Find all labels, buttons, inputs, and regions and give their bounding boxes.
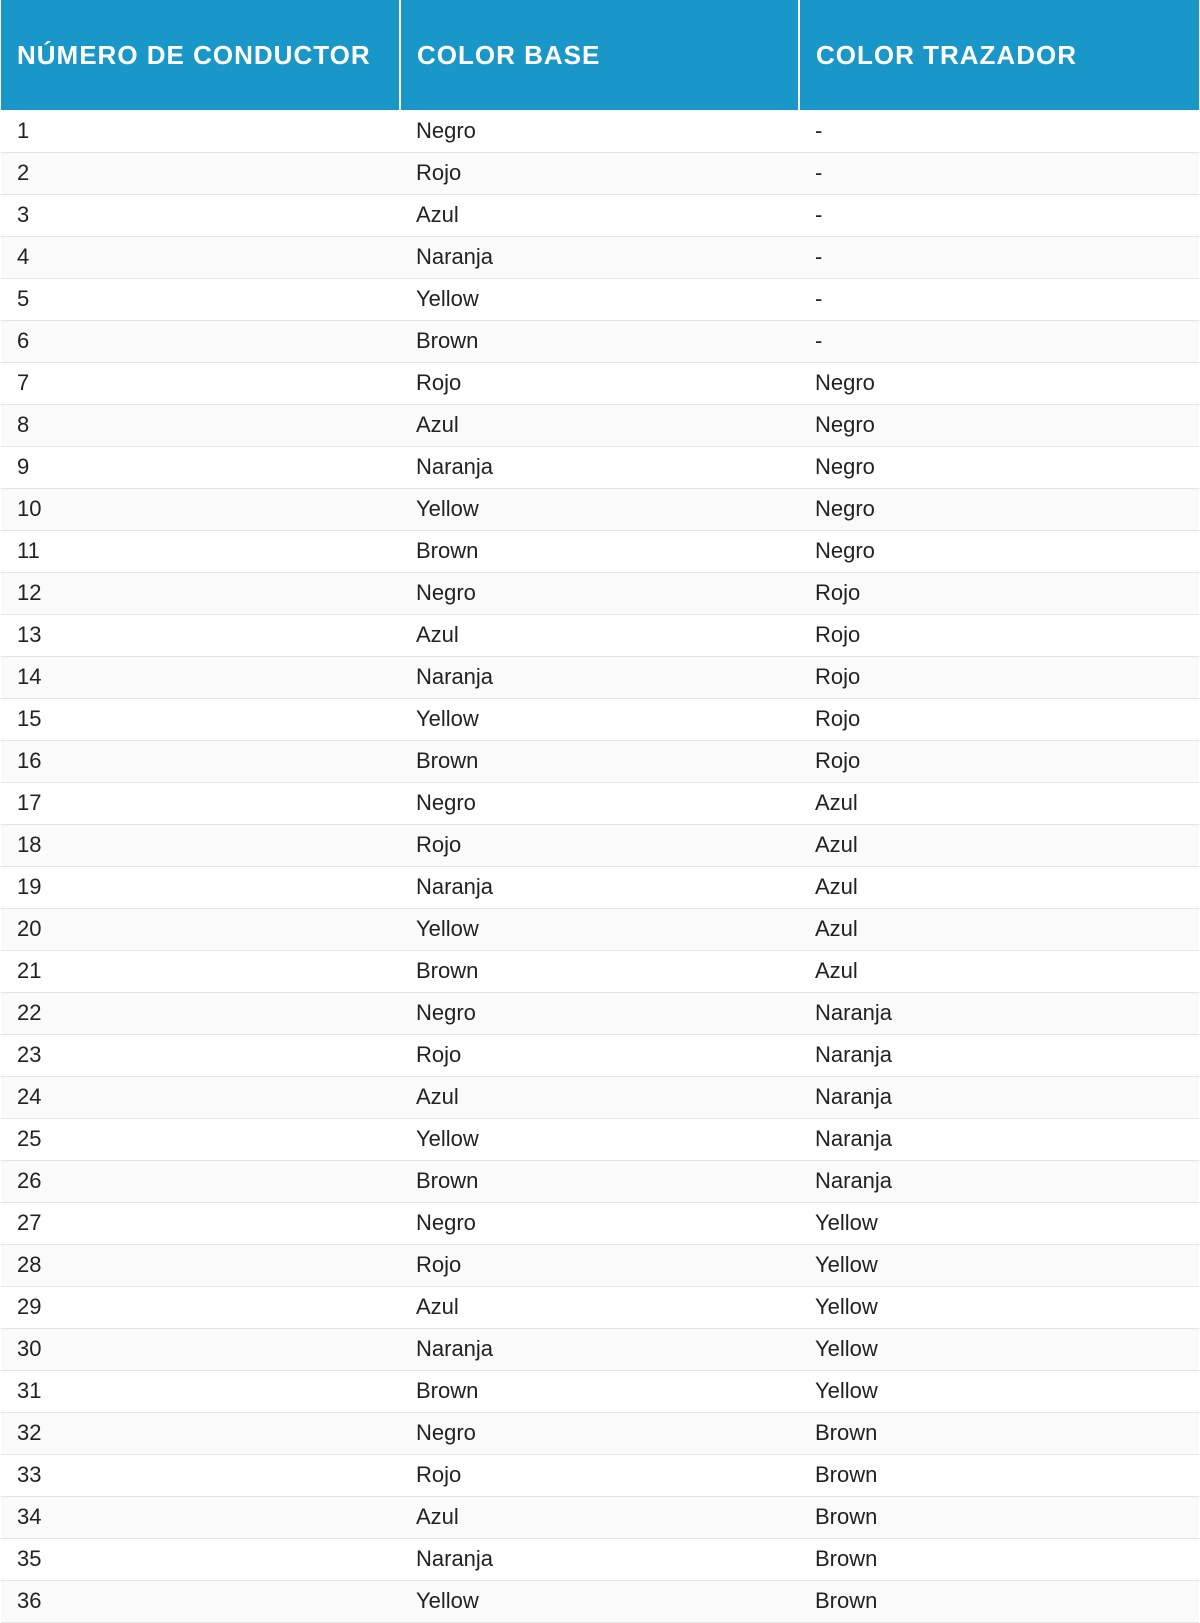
table-header bbox=[1, 0, 1199, 110]
cell-conductor-number: 25 bbox=[1, 1118, 400, 1160]
table-row bbox=[1, 782, 1199, 824]
cell-tracer-color: - bbox=[799, 152, 1199, 194]
table-row bbox=[1, 824, 1199, 866]
cell-conductor-number: 35 bbox=[1, 1538, 400, 1580]
cell-tracer-color: Naranja bbox=[799, 992, 1199, 1034]
table-body bbox=[1, 110, 1199, 1622]
cell-base-color: Rojo bbox=[400, 1034, 799, 1076]
cell-conductor-number: 28 bbox=[1, 1244, 400, 1286]
cell-base-color: Rojo bbox=[400, 1244, 799, 1286]
cell-conductor-number: 7 bbox=[1, 362, 400, 404]
table-row bbox=[1, 1496, 1199, 1538]
cell-tracer-color: Azul bbox=[799, 950, 1199, 992]
cell-tracer-color: Brown bbox=[799, 1538, 1199, 1580]
cell-base-color: Yellow bbox=[400, 1580, 799, 1622]
cell-base-color: Naranja bbox=[400, 656, 799, 698]
table-row bbox=[1, 1412, 1199, 1454]
table-row bbox=[1, 1202, 1199, 1244]
cell-tracer-color: Negro bbox=[799, 446, 1199, 488]
cell-tracer-color: Azul bbox=[799, 908, 1199, 950]
cell-conductor-number: 26 bbox=[1, 1160, 400, 1202]
cell-base-color: Rojo bbox=[400, 362, 799, 404]
cell-conductor-number: 16 bbox=[1, 740, 400, 782]
cell-conductor-number: 32 bbox=[1, 1412, 400, 1454]
cell-base-color: Brown bbox=[400, 530, 799, 572]
cell-conductor-number: 8 bbox=[1, 404, 400, 446]
table-row bbox=[1, 362, 1199, 404]
cell-base-color: Yellow bbox=[400, 278, 799, 320]
cell-conductor-number: 22 bbox=[1, 992, 400, 1034]
cell-conductor-number: 14 bbox=[1, 656, 400, 698]
table-row bbox=[1, 530, 1199, 572]
table-row bbox=[1, 572, 1199, 614]
cell-base-color: Azul bbox=[400, 1286, 799, 1328]
cell-conductor-number: 1 bbox=[1, 110, 400, 152]
cell-tracer-color: Rojo bbox=[799, 572, 1199, 614]
cell-base-color: Rojo bbox=[400, 1454, 799, 1496]
cell-conductor-number: 13 bbox=[1, 614, 400, 656]
table-row bbox=[1, 1286, 1199, 1328]
cell-conductor-number: 23 bbox=[1, 1034, 400, 1076]
cell-base-color: Brown bbox=[400, 950, 799, 992]
cell-tracer-color: Rojo bbox=[799, 614, 1199, 656]
table-row bbox=[1, 614, 1199, 656]
cell-tracer-color: Negro bbox=[799, 530, 1199, 572]
cell-tracer-color: Yellow bbox=[799, 1202, 1199, 1244]
cell-tracer-color: Brown bbox=[799, 1496, 1199, 1538]
cell-tracer-color: Yellow bbox=[799, 1328, 1199, 1370]
cell-tracer-color: Azul bbox=[799, 824, 1199, 866]
cell-base-color: Brown bbox=[400, 1160, 799, 1202]
column-header-conductor-number: NÚMERO DE CONDUCTOR bbox=[1, 0, 400, 110]
cell-base-color: Azul bbox=[400, 404, 799, 446]
header-row bbox=[1, 0, 1199, 110]
cell-tracer-color: Rojo bbox=[799, 656, 1199, 698]
cell-conductor-number: 3 bbox=[1, 194, 400, 236]
table-row bbox=[1, 1370, 1199, 1412]
cell-base-color: Rojo bbox=[400, 824, 799, 866]
table-row bbox=[1, 656, 1199, 698]
table-row bbox=[1, 488, 1199, 530]
cell-tracer-color: Negro bbox=[799, 404, 1199, 446]
cell-tracer-color: Yellow bbox=[799, 1244, 1199, 1286]
table-row bbox=[1, 740, 1199, 782]
column-header-base-color: COLOR BASE bbox=[400, 0, 799, 110]
cell-conductor-number: 36 bbox=[1, 1580, 400, 1622]
cell-tracer-color: Yellow bbox=[799, 1286, 1199, 1328]
table-row bbox=[1, 1580, 1199, 1622]
cell-tracer-color: Azul bbox=[799, 866, 1199, 908]
cell-tracer-color: Brown bbox=[799, 1412, 1199, 1454]
table-row bbox=[1, 908, 1199, 950]
cell-conductor-number: 11 bbox=[1, 530, 400, 572]
cell-base-color: Yellow bbox=[400, 488, 799, 530]
cell-conductor-number: 5 bbox=[1, 278, 400, 320]
cell-conductor-number: 2 bbox=[1, 152, 400, 194]
cell-conductor-number: 17 bbox=[1, 782, 400, 824]
cell-tracer-color: Negro bbox=[799, 488, 1199, 530]
cell-conductor-number: 15 bbox=[1, 698, 400, 740]
cell-conductor-number: 31 bbox=[1, 1370, 400, 1412]
cell-base-color: Rojo bbox=[400, 152, 799, 194]
cell-base-color: Naranja bbox=[400, 1538, 799, 1580]
cell-base-color: Naranja bbox=[400, 866, 799, 908]
cell-tracer-color: Rojo bbox=[799, 740, 1199, 782]
cell-conductor-number: 10 bbox=[1, 488, 400, 530]
cell-tracer-color: Yellow bbox=[799, 1370, 1199, 1412]
cell-tracer-color: - bbox=[799, 278, 1199, 320]
table-row bbox=[1, 1244, 1199, 1286]
table-row bbox=[1, 1454, 1199, 1496]
cell-tracer-color: Naranja bbox=[799, 1034, 1199, 1076]
cell-conductor-number: 18 bbox=[1, 824, 400, 866]
table-row bbox=[1, 404, 1199, 446]
table-row bbox=[1, 320, 1199, 362]
cell-base-color: Yellow bbox=[400, 698, 799, 740]
table-row bbox=[1, 236, 1199, 278]
table-row bbox=[1, 110, 1199, 152]
cell-base-color: Brown bbox=[400, 740, 799, 782]
cell-tracer-color: Naranja bbox=[799, 1076, 1199, 1118]
cell-base-color: Yellow bbox=[400, 1118, 799, 1160]
cell-base-color: Azul bbox=[400, 194, 799, 236]
cell-conductor-number: 27 bbox=[1, 1202, 400, 1244]
cell-conductor-number: 12 bbox=[1, 572, 400, 614]
cell-conductor-number: 6 bbox=[1, 320, 400, 362]
cell-tracer-color: Rojo bbox=[799, 698, 1199, 740]
table-row bbox=[1, 866, 1199, 908]
cell-tracer-color: - bbox=[799, 110, 1199, 152]
cell-tracer-color: Naranja bbox=[799, 1118, 1199, 1160]
table-row bbox=[1, 698, 1199, 740]
cell-base-color: Negro bbox=[400, 110, 799, 152]
cell-base-color: Negro bbox=[400, 782, 799, 824]
cell-conductor-number: 29 bbox=[1, 1286, 400, 1328]
cell-tracer-color: Azul bbox=[799, 782, 1199, 824]
cell-base-color: Naranja bbox=[400, 1328, 799, 1370]
table-row bbox=[1, 1160, 1199, 1202]
cell-base-color: Azul bbox=[400, 614, 799, 656]
cell-conductor-number: 34 bbox=[1, 1496, 400, 1538]
cell-conductor-number: 24 bbox=[1, 1076, 400, 1118]
cell-conductor-number: 30 bbox=[1, 1328, 400, 1370]
cell-base-color: Brown bbox=[400, 1370, 799, 1412]
cell-conductor-number: 21 bbox=[1, 950, 400, 992]
table-row bbox=[1, 1076, 1199, 1118]
table-row bbox=[1, 992, 1199, 1034]
conductor-color-table bbox=[1, 0, 1199, 1623]
cell-tracer-color: - bbox=[799, 194, 1199, 236]
cell-base-color: Yellow bbox=[400, 908, 799, 950]
cell-conductor-number: 19 bbox=[1, 866, 400, 908]
cell-tracer-color: Naranja bbox=[799, 1160, 1199, 1202]
table-row bbox=[1, 1034, 1199, 1076]
cell-conductor-number: 33 bbox=[1, 1454, 400, 1496]
cell-base-color: Brown bbox=[400, 320, 799, 362]
table-row bbox=[1, 446, 1199, 488]
cell-tracer-color: Brown bbox=[799, 1454, 1199, 1496]
cell-base-color: Azul bbox=[400, 1076, 799, 1118]
table-row bbox=[1, 152, 1199, 194]
table-row bbox=[1, 194, 1199, 236]
cell-base-color: Negro bbox=[400, 1412, 799, 1454]
cell-base-color: Azul bbox=[400, 1496, 799, 1538]
cell-conductor-number: 20 bbox=[1, 908, 400, 950]
table-row bbox=[1, 950, 1199, 992]
cell-conductor-number: 9 bbox=[1, 446, 400, 488]
cell-base-color: Negro bbox=[400, 572, 799, 614]
cell-base-color: Negro bbox=[400, 1202, 799, 1244]
cell-conductor-number: 4 bbox=[1, 236, 400, 278]
cell-tracer-color: - bbox=[799, 320, 1199, 362]
cell-tracer-color: Brown bbox=[799, 1580, 1199, 1622]
table-row bbox=[1, 1328, 1199, 1370]
cell-base-color: Naranja bbox=[400, 446, 799, 488]
column-header-tracer-color: COLOR TRAZADOR bbox=[799, 0, 1199, 110]
cell-tracer-color: - bbox=[799, 236, 1199, 278]
cell-base-color: Negro bbox=[400, 992, 799, 1034]
table-row bbox=[1, 1118, 1199, 1160]
cell-base-color: Naranja bbox=[400, 236, 799, 278]
table-row bbox=[1, 278, 1199, 320]
cell-tracer-color: Negro bbox=[799, 362, 1199, 404]
table-row bbox=[1, 1538, 1199, 1580]
